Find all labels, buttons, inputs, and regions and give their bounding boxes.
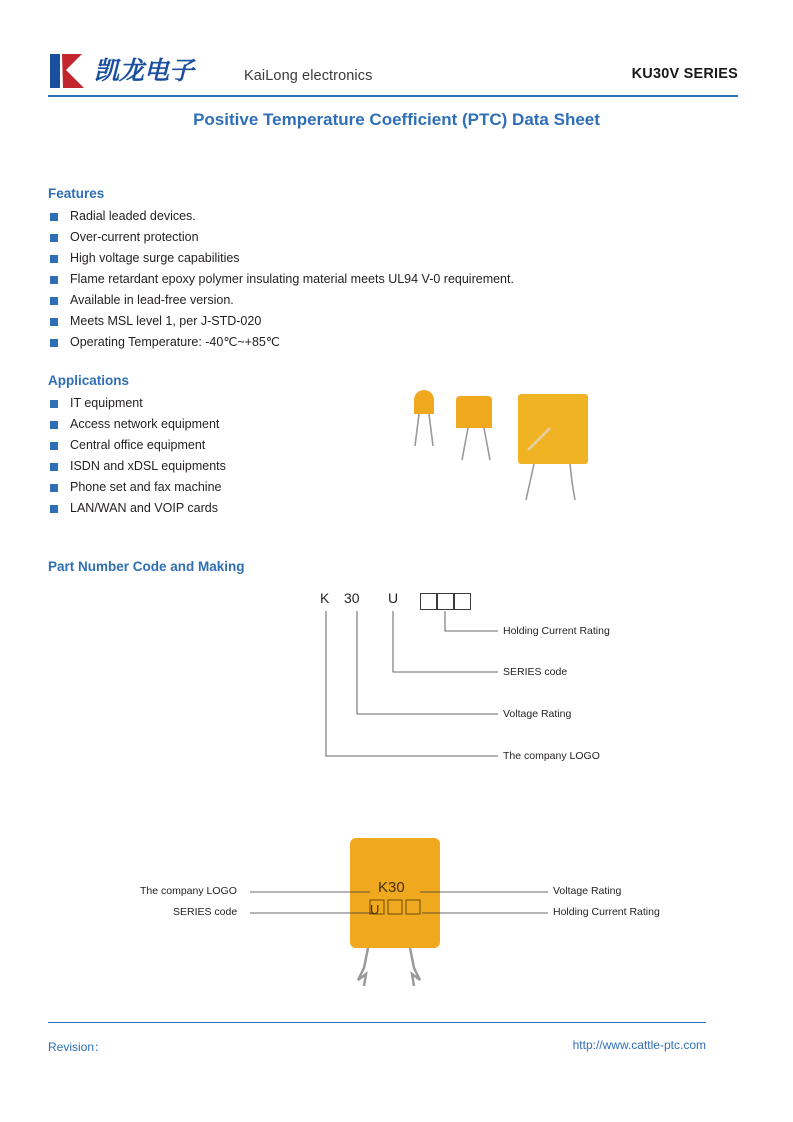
list-item-label: High voltage surge capabilities xyxy=(70,251,240,265)
page-title: Positive Temperature Coefficient (PTC) Data Sheet xyxy=(193,110,600,129)
marking-label-series-code: SERIES code xyxy=(173,906,238,918)
ptc-marking-device xyxy=(350,838,440,986)
list-item xyxy=(48,311,514,332)
bullet-square-icon xyxy=(50,339,58,347)
svg-text:凯龙电子: 凯龙电子 xyxy=(94,56,195,85)
marking-diagram xyxy=(100,830,700,1005)
ptc-device-large xyxy=(518,394,588,500)
company-logo-chinese xyxy=(94,50,244,90)
website-link[interactable]: http://www.cattle-ptc.com xyxy=(572,1038,706,1052)
list-item-label: Flame retardant epoxy polymer insulating material meets UL94 V-0 requirement. xyxy=(70,272,514,286)
marking-device-text-bottom: U xyxy=(370,902,380,917)
bullet-square-icon xyxy=(50,463,58,471)
list-item-label: IT equipment xyxy=(70,396,143,410)
marking-label-company-logo: The company LOGO xyxy=(140,885,237,897)
bullet-square-icon xyxy=(50,276,58,284)
list-item xyxy=(48,290,514,311)
list-item-label: Phone set and fax machine xyxy=(70,480,222,494)
footer-divider xyxy=(48,1022,706,1023)
list-item-label: Over-current protection xyxy=(70,230,199,244)
pn-char-u: U xyxy=(388,590,399,606)
pn-label-series-code: SERIES code xyxy=(503,666,568,678)
header-divider xyxy=(48,95,738,97)
pn-char-k: K xyxy=(320,590,330,606)
pn-label-company-logo: The company LOGO xyxy=(503,750,600,762)
list-item xyxy=(48,477,226,498)
bullet-square-icon xyxy=(50,318,58,326)
list-item-label: Meets MSL level 1, per J-STD-020 xyxy=(70,314,262,328)
company-logo-english: KaiLong electronics xyxy=(244,68,373,84)
list-item-label: LAN/WAN and VOIP cards xyxy=(70,501,218,515)
pn-label-holding-current: Holding Current Rating xyxy=(503,625,610,637)
list-item xyxy=(48,332,514,353)
features-heading: Features xyxy=(48,186,105,201)
list-item-label: Radial leaded devices. xyxy=(70,209,196,223)
product-photos xyxy=(400,390,620,530)
bullet-square-icon xyxy=(50,255,58,263)
bullet-square-icon xyxy=(50,400,58,408)
bullet-square-icon xyxy=(50,234,58,242)
list-item xyxy=(48,435,226,456)
list-item-label: Operating Temperature: -40℃~+85℃ xyxy=(70,335,280,349)
revision-label: Revision： xyxy=(48,1040,107,1054)
marking-device-text-top: K30 xyxy=(378,879,405,896)
bullet-square-icon xyxy=(50,442,58,450)
applications-heading: Applications xyxy=(48,373,130,388)
list-item xyxy=(48,269,514,290)
ptc-device-small xyxy=(414,390,434,446)
bullet-square-icon xyxy=(50,421,58,429)
applications-list xyxy=(48,393,226,519)
part-number-diagram xyxy=(300,585,740,780)
pn-label-voltage: Voltage Rating xyxy=(503,708,572,720)
list-item-label: Access network equipment xyxy=(70,417,220,431)
features-list xyxy=(48,206,514,353)
list-item-label: Central office equipment xyxy=(70,438,206,452)
list-item xyxy=(48,456,226,477)
marking-label-holding-current: Holding Current Rating xyxy=(553,906,660,918)
list-item xyxy=(48,393,226,414)
pn-char-30: 30 xyxy=(344,590,360,606)
bullet-square-icon xyxy=(50,213,58,221)
bullet-square-icon xyxy=(50,297,58,305)
part-number-heading: Part Number Code and Making xyxy=(48,559,245,574)
bullet-square-icon xyxy=(50,505,58,513)
list-item xyxy=(48,498,226,519)
company-logo-icon xyxy=(48,52,88,90)
list-item xyxy=(48,248,514,269)
list-item xyxy=(48,206,514,227)
list-item xyxy=(48,414,226,435)
series-title: KU30V SERIES xyxy=(631,66,738,82)
ptc-device-medium xyxy=(456,396,492,460)
page-header xyxy=(48,50,738,98)
list-item-label: ISDN and xDSL equipments xyxy=(70,459,226,473)
list-item-label: Available in lead-free version. xyxy=(70,293,234,307)
bullet-square-icon xyxy=(50,484,58,492)
marking-label-voltage: Voltage Rating xyxy=(553,885,622,897)
list-item xyxy=(48,227,514,248)
